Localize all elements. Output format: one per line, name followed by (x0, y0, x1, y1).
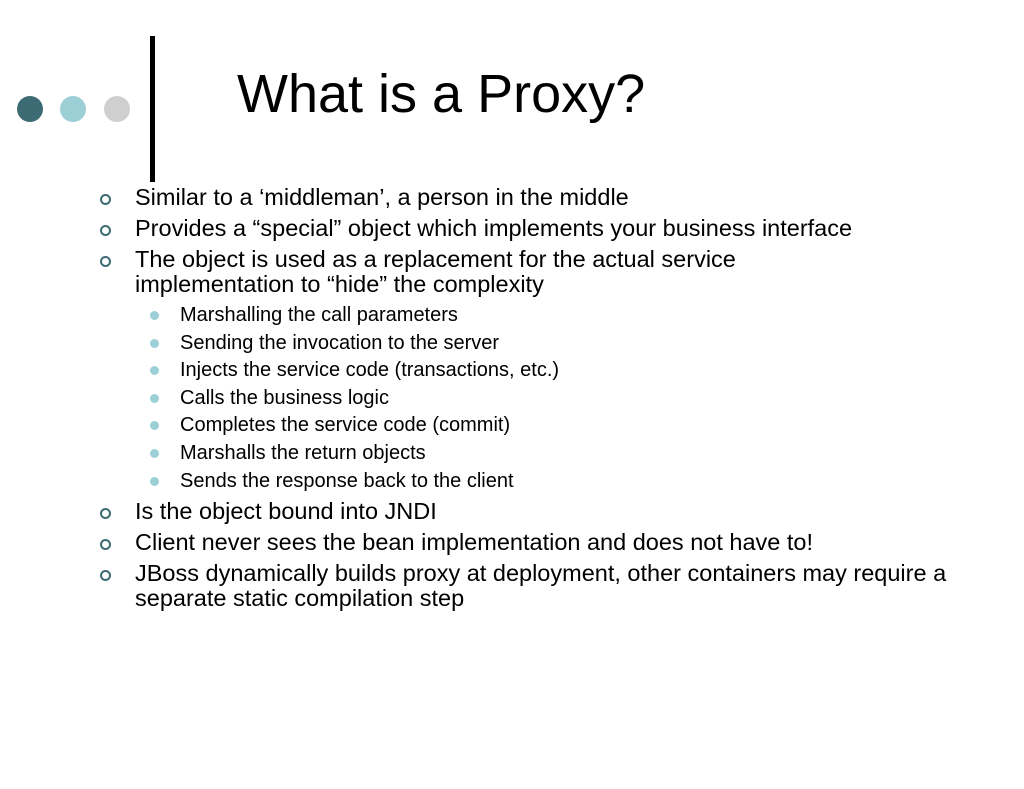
sub-bullet-text: Sending the invocation to the server (180, 331, 500, 354)
hollow-bullet-icon (100, 225, 111, 236)
bullet-item (98, 185, 998, 210)
bullet-text: Similar to a ‘middleman’, a person in the middle (135, 184, 629, 210)
bullet-item (98, 530, 998, 555)
sub-bullet-text: Sends the response back to the client (180, 469, 514, 492)
sub-bullet-text: Marshalls the return objects (180, 441, 426, 464)
sub-bullet-text: Calls the business logic (180, 386, 389, 409)
sub-bullet-item (98, 331, 998, 355)
filled-bullet-icon (150, 339, 159, 348)
sub-bullet-text: Marshalling the call parameters (180, 304, 458, 326)
bullet-text: The object is used as a replacement for the actual service implementation to “hide” the complexity (135, 246, 736, 297)
decorative-dot-dark (17, 96, 43, 122)
bullet-item (98, 247, 835, 297)
decorative-dot-teal (60, 96, 86, 122)
sub-bullet-list (98, 303, 998, 493)
hollow-bullet-icon (100, 539, 111, 550)
bullet-text: Provides a “special” object which implements your business interface (135, 215, 853, 241)
sub-bullet-item (98, 303, 998, 327)
bullet-item (98, 561, 965, 611)
filled-bullet-icon (150, 449, 159, 458)
filled-bullet-icon (150, 311, 159, 320)
sub-bullet-item (98, 413, 998, 437)
bullet-item (98, 499, 998, 524)
filled-bullet-icon (150, 366, 159, 375)
hollow-bullet-icon (100, 256, 111, 267)
title-divider-bar (150, 36, 155, 182)
sub-bullet-item (98, 441, 998, 465)
bullet-text: Is the object bound into JNDI (135, 497, 437, 524)
hollow-bullet-icon (100, 570, 111, 581)
filled-bullet-icon (150, 394, 159, 403)
sub-bullet-text: Completes the service code (commit) (180, 414, 511, 437)
sub-bullet-text: Injects the service code (transactions, etc.) (180, 359, 560, 382)
sub-bullet-item (98, 386, 998, 410)
hollow-bullet-icon (100, 508, 111, 519)
slide-body (98, 185, 998, 617)
filled-bullet-icon (150, 477, 159, 486)
slide-title: What is a Proxy? (237, 64, 646, 124)
sub-bullet-item (98, 358, 998, 382)
decorative-dot-gray (104, 96, 130, 122)
sub-bullet-item (98, 469, 998, 493)
bullet-text: JBoss dynamically builds proxy at deployment, other containers may require a separate static compilation step (135, 559, 947, 611)
filled-bullet-icon (150, 421, 159, 430)
bullet-text: Client never sees the bean implementation and does not have to! (135, 528, 814, 555)
hollow-bullet-icon (100, 194, 111, 205)
bullet-item (98, 216, 998, 241)
